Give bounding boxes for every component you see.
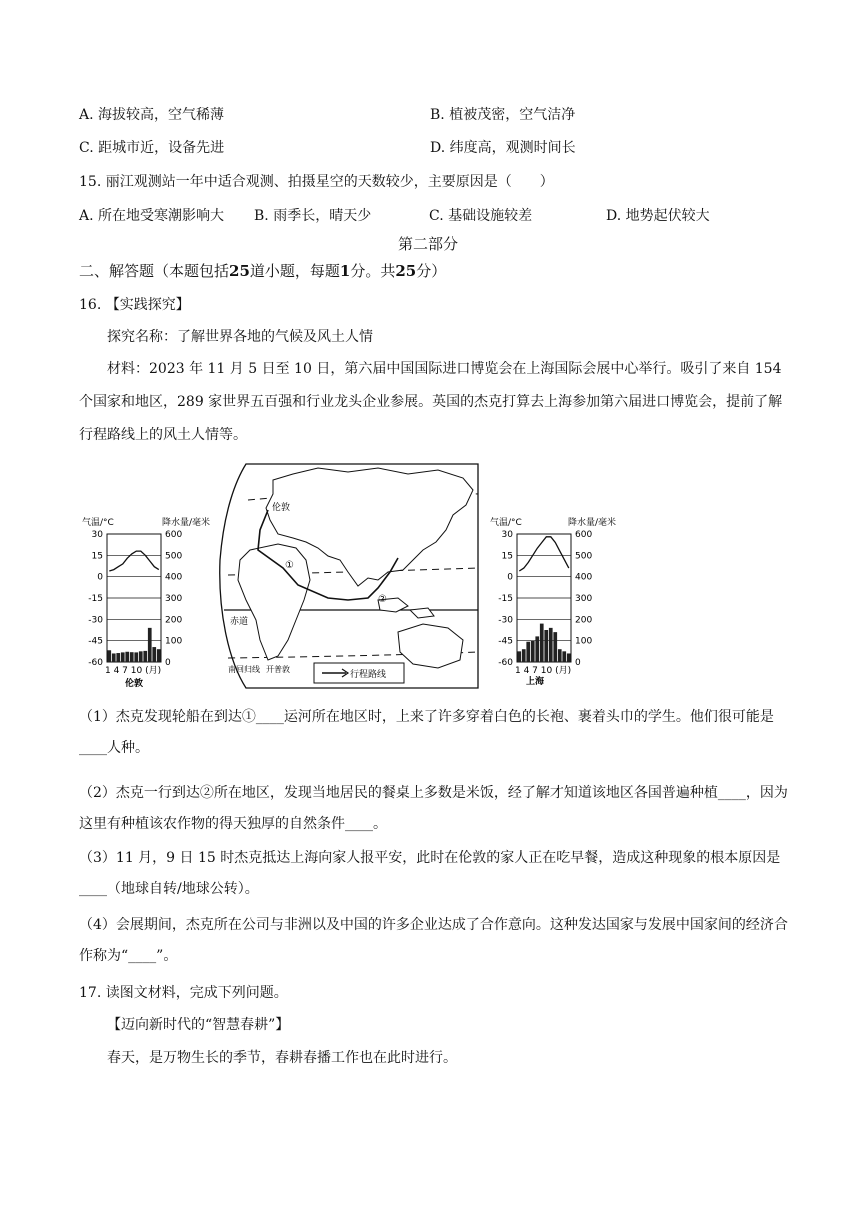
shanghai-climate-chart: [490, 516, 616, 687]
shanghai-precip-bar: [558, 649, 562, 662]
london-ylabel-right: 降水量/毫米: [162, 518, 211, 528]
section-heading: [79, 262, 446, 280]
section-heading-suffix: 分）: [416, 262, 447, 280]
section-heading-count: 25: [229, 262, 250, 280]
london-temp-tick: -60: [88, 658, 103, 668]
london-precip-bar: [125, 652, 129, 662]
shanghai-temp-curve: [519, 537, 569, 571]
shanghai-precip-bar: [540, 624, 544, 662]
q15-option-b: B. 雨季长，晴天少: [254, 208, 372, 224]
shanghai-precip-bar: [562, 651, 566, 662]
shanghai-temp-tick: 15: [501, 551, 513, 562]
route-legend-label: 行程路线: [350, 670, 387, 680]
q15-stem: 15. 丽江观测站一年中适合观测、拍摄星空的天数较少，主要原因是（ ）: [79, 174, 554, 190]
london-precip-bar: [139, 651, 143, 662]
london-precip-bar: [107, 650, 111, 662]
london-precip-bar: [148, 628, 152, 662]
section-heading-mid1: 道小题，每题: [249, 262, 340, 280]
london-temp-curve: [109, 551, 159, 571]
shanghai-precip-bar: [549, 628, 553, 662]
map-capetown-label: 开普敦: [266, 665, 290, 674]
london-climate-chart: [82, 516, 210, 689]
shanghai-precip-bar: [531, 641, 535, 662]
london-precip-tick: 200: [165, 615, 183, 626]
shanghai-temp-tick: 0: [507, 572, 513, 583]
q14-option-c: C. 距城市近，设备先进: [79, 140, 225, 156]
london-precip-bar: [130, 652, 134, 662]
london-temp-tick: -30: [88, 615, 103, 626]
london-ylabel-left: 气温/°C: [82, 518, 114, 528]
q16-sub2: （2）杰克一行到达②所在地区，发现当地居民的餐桌上多数是米饭，经了解才知道该地区各国普遍种植____，因为这里有种植该农作物的得天独厚的自然条件____。: [79, 785, 788, 832]
london-precip-bar: [112, 653, 116, 662]
section-heading-score-each: 1: [339, 262, 351, 280]
q16-inquiry-name: 探究名称：了解世界各地的气候及风土人情: [107, 329, 373, 345]
q15-option-a: A. 所在地受寒潮影响大: [79, 208, 225, 224]
london-precip-tick: 300: [165, 594, 183, 604]
shanghai-ylabel-right: 降水量/毫米: [568, 518, 617, 528]
section-heading-mid2: 分。共: [350, 262, 396, 280]
shanghai-precip-tick: 500: [575, 551, 593, 562]
q15-option-c: C. 基础设施较差: [429, 208, 533, 224]
shanghai-precip-tick: 600: [575, 530, 593, 540]
london-precip-tick: 600: [165, 530, 183, 540]
q14-option-d: D. 纬度高，观测时间长: [430, 140, 576, 156]
part-title: 第二部分: [398, 235, 459, 253]
q16-sub1: （1）杰克发现轮船在到达①____运河所在地区时，上来了许多穿着白色的长袍、裹着头巾的学生。他们很可能是____人种。: [79, 709, 774, 756]
q16-sub4: （4）会展期间，杰克所在公司与非洲以及中国的许多企业达成了合作意向。这种发达国家与发展中国家间的经济合作称为“____”。: [79, 917, 788, 964]
london-precip-bar: [121, 652, 125, 662]
shanghai-month-ticks: 1 4 7 10 (月): [515, 666, 572, 676]
q16-sub3: （3）11 月，9 日 15 时杰克抵达上海向家人报平安，此时在伦敦的家人正在吃早餐，造成这种现象的根本原因是____（地球自转/地球公转）。: [79, 850, 781, 897]
shanghai-city-label: 上海: [526, 677, 545, 687]
london-precip-bar: [143, 651, 147, 662]
map-london-label: 伦敦: [272, 503, 291, 513]
shanghai-precip-tick: 300: [575, 594, 593, 604]
london-temp-tick: -15: [88, 594, 103, 604]
london-precip-tick: 0: [165, 658, 171, 668]
shanghai-precip-bar: [567, 653, 571, 662]
shanghai-temp-tick: -30: [498, 615, 513, 626]
shanghai-temp-tick: -15: [498, 594, 513, 604]
london-precip-tick: 100: [165, 636, 183, 647]
london-temp-tick: 0: [97, 572, 103, 583]
london-temp-tick: 30: [91, 530, 103, 540]
map-marker-2: ②: [378, 594, 387, 605]
shanghai-temp-tick: -60: [498, 658, 513, 668]
q14-option-a: A. 海拔较高，空气稀薄: [79, 107, 225, 123]
shanghai-precip-tick: 400: [575, 572, 593, 583]
shanghai-temp-tick: -45: [498, 636, 513, 647]
section-heading-prefix: 二、解答题（本题包括: [79, 262, 230, 280]
shanghai-precip-bar: [522, 649, 526, 662]
shanghai-precip-bar: [517, 651, 521, 662]
shanghai-precip-tick: 100: [575, 636, 593, 647]
shanghai-precip-bar: [535, 636, 539, 662]
shanghai-precip-tick: 200: [575, 615, 593, 626]
figure: [78, 460, 617, 692]
london-city-label: 伦敦: [125, 679, 144, 689]
q17-label: 17. 读图文材料，完成下列问题。: [79, 985, 288, 1001]
map-equator-label: 赤道: [230, 617, 249, 627]
shanghai-precip-bar: [544, 630, 548, 662]
shanghai-ylabel-left: 气温/°C: [490, 518, 522, 528]
shanghai-temp-tick: 30: [501, 530, 513, 540]
q14-option-b: B. 植被茂密，空气洁净: [430, 107, 576, 123]
world-route-map: [220, 464, 478, 688]
q17-title: 【迈向新时代的“智慧春耕”】: [107, 1017, 290, 1033]
q16-material: 材料：2023 年 11 月 5 日至 10 日，第六届中国国际进口博览会在上海国际会展中心举行。吸引了来自 154 个国家和地区，289 家世界五百强和行业龙头企业参展。英国的杰克打算去上海参加第六届进口博览会，提前了解行程路线上的风土人情等。: [79, 361, 783, 443]
london-precip-tick: 500: [165, 551, 183, 562]
map-marker-1: ①: [285, 560, 294, 571]
section-heading-total: 25: [395, 262, 417, 280]
map-tropic-label: 南回归线: [228, 665, 260, 674]
london-precip-bar: [157, 649, 161, 662]
london-precip-tick: 400: [165, 572, 183, 583]
q15-option-d: D. 地势起伏较大: [606, 208, 710, 224]
shanghai-precip-bar: [553, 632, 557, 662]
london-temp-tick: -45: [88, 636, 103, 647]
london-precip-bar: [152, 647, 156, 662]
q16-label: 16. 【实践探究】: [79, 297, 190, 313]
london-precip-bar: [134, 652, 138, 662]
london-temp-tick: 15: [91, 551, 103, 562]
london-precip-bar: [116, 653, 120, 662]
london-month-ticks: 1 4 7 10 (月): [105, 666, 162, 676]
shanghai-precip-bar: [526, 642, 530, 662]
q17-text: 春天，是万物生长的季节，春耕春播工作也在此时进行。: [107, 1050, 457, 1066]
shanghai-precip-tick: 0: [575, 658, 581, 668]
